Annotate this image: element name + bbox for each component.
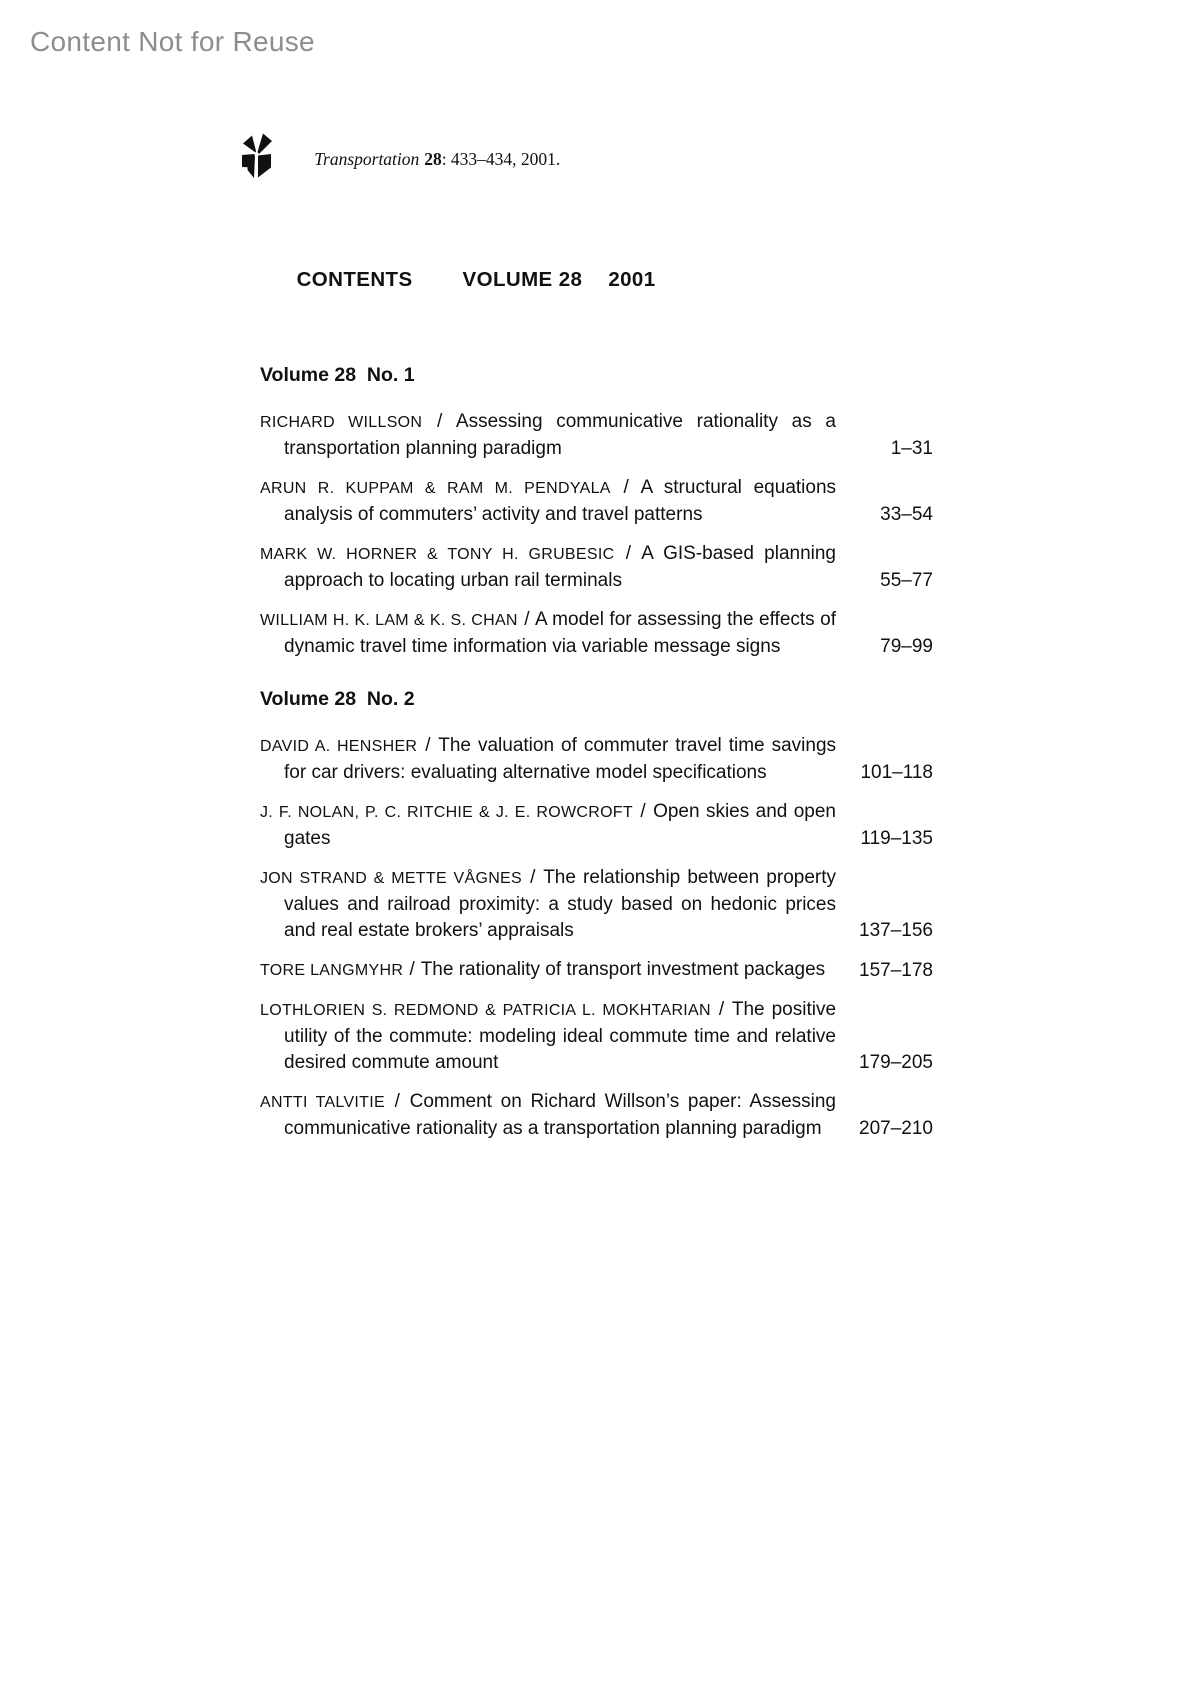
entry-page-range: 157–178 — [859, 960, 933, 981]
entry-list — [260, 733, 933, 1142]
toc-entry — [260, 997, 933, 1076]
entry-title: Open skies and open gates — [284, 801, 836, 849]
toc-entry — [260, 865, 933, 944]
entry-title: A GIS-based planning approach to locating urban rail terminals — [284, 543, 836, 591]
entry-title: The relationship between property values and railroad proximity: a study based on hedonic prices and real estate brokers’ appraisals — [284, 867, 837, 941]
volume-section — [260, 364, 933, 660]
entry-authors: DAVID A. HENSHER — [260, 738, 418, 755]
table-of-contents — [260, 244, 933, 1155]
author-title-separator: / — [530, 867, 536, 888]
entry-text — [260, 1089, 836, 1142]
author-title-separator: / — [623, 477, 629, 498]
entry-title: A structural equations analysis of commuters’ activity and travel patterns — [284, 477, 837, 525]
entry-title: The positive utility of the commute: modeling ideal commute time and relative desired commute amount — [284, 999, 837, 1073]
entry-authors: MARK W. HORNER & TONY H. GRUBESIC — [260, 546, 615, 563]
journal-volume: 28 — [424, 149, 442, 169]
entry-authors: WILLIAM H. K. LAM & K. S. CHAN — [260, 612, 518, 629]
toc-entry — [260, 607, 933, 660]
entry-text — [260, 475, 836, 528]
entry-page-range: 101–118 — [860, 762, 933, 783]
author-title-separator: / — [718, 999, 725, 1020]
entry-page-range: 179–205 — [859, 1052, 933, 1073]
entry-text — [260, 997, 836, 1076]
toc-entry — [260, 957, 933, 984]
entry-list — [260, 409, 933, 660]
entry-authors: ARUN R. KUPPAM & RAM M. PENDYALA — [260, 480, 611, 497]
entry-authors: J. F. NOLAN, P. C. RITCHIE & J. E. ROWCROFT — [260, 804, 633, 821]
entry-text — [260, 799, 836, 852]
entry-text — [260, 409, 836, 462]
section-heading: Volume 28 No. 1 — [260, 364, 415, 386]
toc-entry — [260, 409, 933, 462]
contents-year-label: 2001 — [608, 268, 656, 291]
entry-title: Assessing communicative rationality as a transportation planning paradigm — [284, 411, 836, 459]
section-list — [260, 364, 933, 1142]
entry-page-range: 33–54 — [880, 504, 933, 525]
author-title-separator: / — [394, 1091, 400, 1112]
author-title-separator: / — [625, 543, 631, 564]
entry-text — [260, 957, 836, 984]
entry-page-range: 119–135 — [860, 828, 933, 849]
entry-title: A model for assessing the effects of dynamic travel time information via variable message signs — [284, 609, 837, 657]
contents-heading — [260, 244, 933, 316]
entry-title: The valuation of commuter travel time savings for car drivers: evaluating alternative model specifications — [284, 735, 837, 783]
author-title-separator: / — [425, 735, 431, 756]
entry-page-range: 55–77 — [880, 570, 933, 591]
entry-text — [260, 541, 836, 594]
entry-text — [260, 733, 836, 786]
journal-name: Transportation — [314, 149, 420, 169]
toc-entry — [260, 799, 933, 852]
section-heading: Volume 28 No. 2 — [260, 688, 415, 710]
entry-authors: ANTTI TALVITIE — [260, 1094, 385, 1111]
author-title-separator: / — [524, 609, 530, 630]
entry-title: Comment on Richard Willson’s paper: Assessing communicative rationality as a transportation planning paradigm — [284, 1091, 836, 1139]
author-title-separator: / — [640, 801, 646, 822]
author-title-separator: / — [436, 411, 443, 432]
journal-citation-pages: : 433–434, 2001. — [441, 149, 561, 169]
entry-authors: RICHARD WILLSON — [260, 414, 423, 431]
entry-text — [260, 865, 836, 944]
watermark-text: Content Not for Reuse — [30, 26, 315, 57]
entry-authors: JON STRAND & METTE VÅGNES — [260, 870, 523, 887]
contents-label: CONTENTS — [296, 268, 413, 291]
contents-volume-label: VOLUME 28 — [462, 268, 583, 291]
toc-entry — [260, 733, 933, 786]
journal-citation — [288, 128, 560, 191]
entry-authors: TORE LANGMYHR — [260, 962, 404, 979]
volume-section — [260, 688, 933, 1142]
toc-entry — [260, 475, 933, 528]
entry-text — [260, 607, 836, 660]
entry-page-range: 137–156 — [859, 920, 933, 941]
toc-entry — [260, 541, 933, 594]
entry-page-range: 207–210 — [859, 1118, 933, 1139]
toc-entry — [260, 1089, 933, 1142]
entry-title: The rationality of transport investment packages — [420, 959, 826, 980]
journal-citation-row — [238, 128, 560, 191]
entry-authors: LOTHLORIEN S. REDMOND & PATRICIA L. MOKHTARIAN — [260, 1002, 711, 1019]
publisher-logo-icon — [238, 131, 274, 188]
author-title-separator: / — [409, 959, 415, 980]
entry-page-range: 1–31 — [890, 438, 933, 459]
entry-page-range: 79–99 — [880, 636, 933, 657]
